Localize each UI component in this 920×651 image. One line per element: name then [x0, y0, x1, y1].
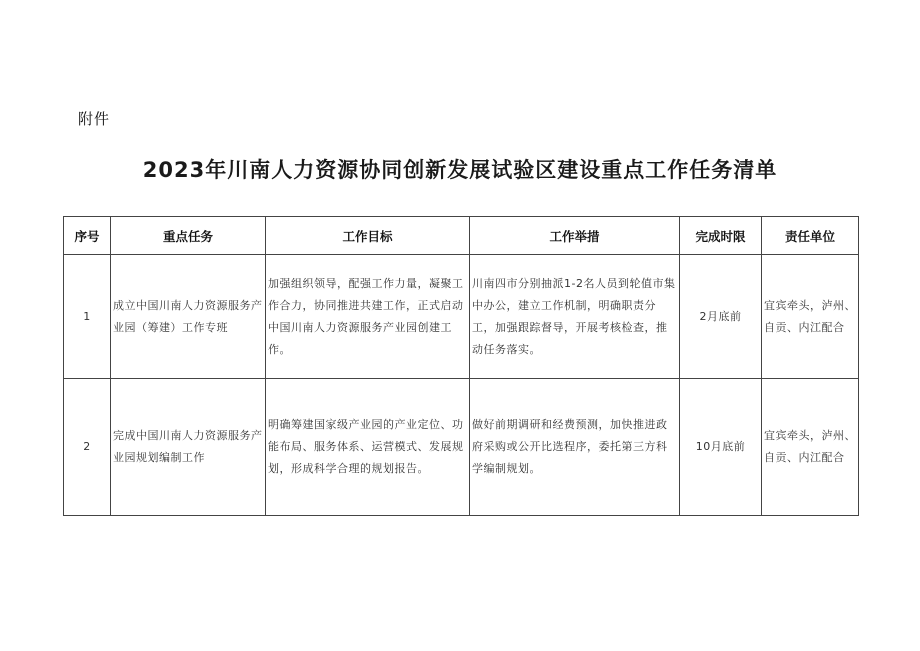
row-measures: 做好前期调研和经费预测，加快推进政府采购或公开比选程序，委托第三方科学编制规划。	[470, 379, 680, 516]
header-responsible: 责任单位	[762, 217, 859, 255]
table-row	[64, 255, 859, 379]
row-task: 完成中国川南人力资源服务产业园规划编制工作	[111, 379, 266, 516]
row-no: 2	[64, 379, 111, 516]
row-task: 成立中国川南人力资源服务产业园（筹建）工作专班	[111, 255, 266, 379]
header-no: 序号	[64, 217, 111, 255]
header-deadline: 完成时限	[680, 217, 762, 255]
task-table	[63, 216, 859, 516]
header-measures: 工作举措	[470, 217, 680, 255]
row-measures: 川南四市分别抽派1-2名人员到轮值市集中办公，建立工作机制，明确职责分工，加强跟踪督导，开展考核检查，推动任务落实。	[470, 255, 680, 379]
row-deadline: 10月底前	[680, 379, 762, 516]
row-goal: 明确筹建国家级产业园的产业定位、功能布局、服务体系、运营模式、发展规划，形成科学合理的规划报告。	[266, 379, 470, 516]
attachment-label: 附件	[78, 110, 111, 128]
row-responsible: 宜宾牵头，泸州、自贡、内江配合	[762, 255, 859, 379]
table-header-row	[64, 217, 859, 255]
row-no: 1	[64, 255, 111, 379]
document-title: 2023年川南人力资源协同创新发展试验区建设重点工作任务清单	[142, 158, 778, 182]
table-row	[64, 379, 859, 516]
header-goal: 工作目标	[266, 217, 470, 255]
row-goal: 加强组织领导，配强工作力量，凝聚工作合力，协同推进共建工作，正式启动中国川南人力资源服务产业园创建工作。	[266, 255, 470, 379]
row-deadline: 2月底前	[680, 255, 762, 379]
header-task: 重点任务	[111, 217, 266, 255]
row-responsible: 宜宾牵头，泸州、自贡、内江配合	[762, 379, 859, 516]
